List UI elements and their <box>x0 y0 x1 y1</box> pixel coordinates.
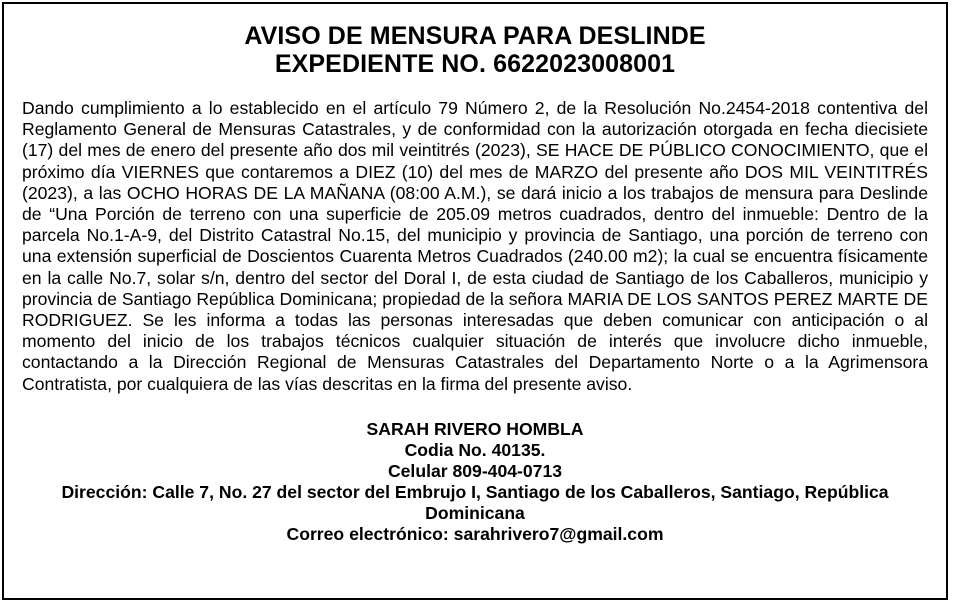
signer-phone: Celular 809-404-0713 <box>387 460 563 481</box>
signer-address: Dirección: Calle 7, No. 27 del sector del Embrujo I, Santiago de los Caballeros, Santiago, República Dominicana <box>61 481 889 523</box>
signature-block <box>22 419 928 545</box>
notice-title <box>22 22 928 78</box>
signer-email: Correo electrónico: sarahrivero7@gmail.com <box>286 523 664 544</box>
signer-name: SARAH RIVERO HOMBLA <box>366 418 584 439</box>
notice-content <box>22 22 928 590</box>
notice-frame <box>2 2 948 600</box>
signer-codia: Codia No. 40135. <box>404 439 546 460</box>
notice-body: Dando cumplimiento a lo establecido en el artículo 79 Número 2, de la Resolución No.2454-2018 contentiva del Reglamento General de Mensuras Catastrales, y de conformidad con la autorización otorgada en fecha diecisiete (17) del mes de enero del presente año dos mil veintitrés (2023), SE HACE DE PÚBLICO CONOCIMIENTO, que el próximo día VIERNES que contaremos a DIEZ (10) del mes de MARZO del presente año DOS MIL VEINTITRÉS (2023), a las OCHO HORAS DE LA MAÑANA (08:00 A.M.), se dará inicio a los trabajos de mensura para Deslinde de “Una Porción de terreno con una superficie de 205.09 metros cuadrados, dentro del inmueble: Dentro de la parcela No.1-A-9, del Distrito Catastral No.15, del municipio y provincia de Santiago, una porción de terreno con una extensión superficial de Doscientos Cuarenta Metros Cuadrados (240.00 m2); la cual se encuentra físicamente en la calle No.7, solar s/n, dentro del sector del Doral I, de esta ciudad de Santiago de los Caballeros, municipio y provincia de Santiago República Dominicana; propiedad de la señora MARIA DE LOS SANTOS PEREZ MARTE DE RODRIGUEZ. Se les informa a todas las personas interesadas que deben comunicar con anticipación o al momento del inicio de los trabajos técnicos cualquier situación de interés que involucre dicho inmueble, contactando a la Dirección Regional de Mensuras Catastrales del Departamento Norte o a la Agrimensora Contratista, por cualquiera de las vías descritas en la firma del presente aviso. <box>22 98 928 394</box>
notice-title-line-2: EXPEDIENTE NO. 6622023008001 <box>274 50 676 78</box>
notice-title-line-1: AVISO DE MENSURA PARA DESLINDE <box>244 22 706 50</box>
